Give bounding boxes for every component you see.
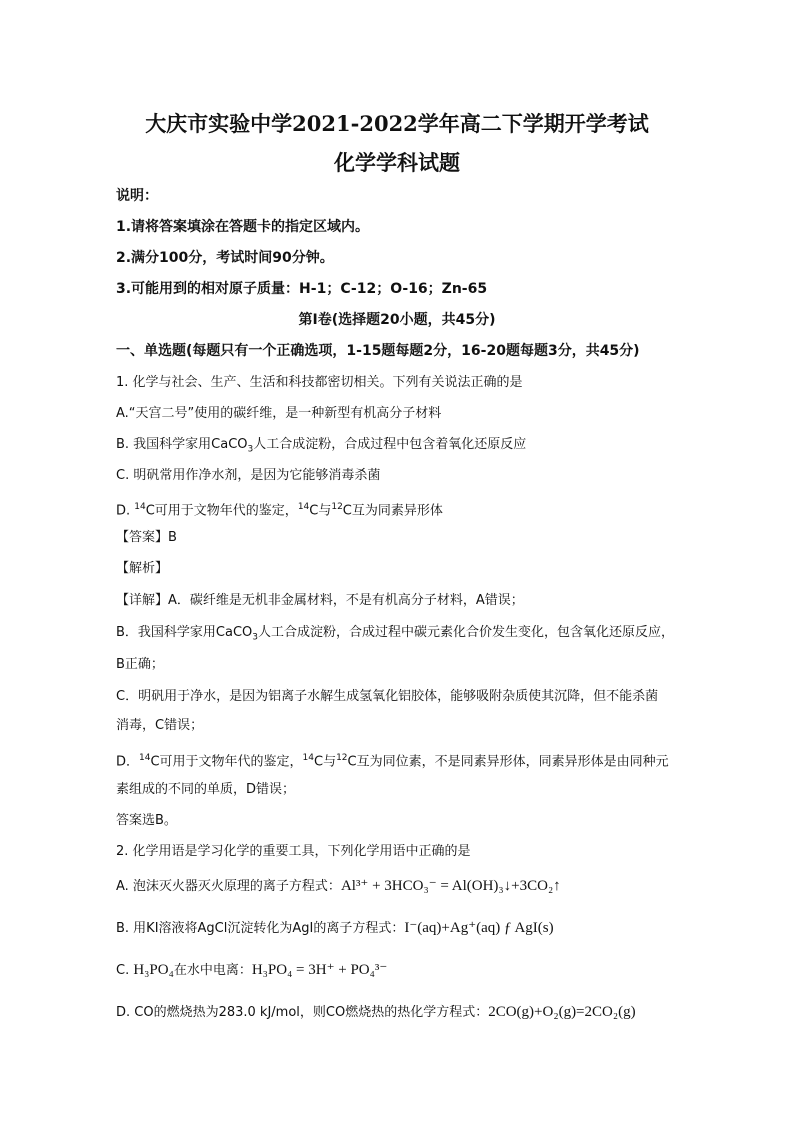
instruction-1: 1.请将答案填涂在答题卡的指定区域内。 bbox=[116, 219, 370, 235]
q2-b-equation: I⁻(aq)+Ag⁺(aq) ƒ AgI(s) bbox=[404, 920, 554, 936]
instructions-heading: 说明： bbox=[116, 188, 158, 204]
q1-conclusion: 答案选B。 bbox=[116, 813, 177, 828]
volume-title: 第Ⅰ卷(选择题20小题，共45分) bbox=[298, 312, 496, 328]
q1-option-b: B. 我国科学家用CaCO$_3$人工合成淀粉，合成过程中包含着氧化还原反应 bbox=[116, 437, 527, 455]
q1-analysis-label: 【解析】 bbox=[116, 561, 169, 576]
q1-detail-d-line2: 素组成的不同的单质，D错误； bbox=[116, 782, 296, 797]
instruction-2: 2.满分100分，考试时间90分钟。 bbox=[116, 250, 334, 266]
q2-c-equation: H₃PO₄ = 3H⁺ + PO₄³⁻ bbox=[251, 962, 388, 978]
q1-stem: 1. 化学与社会、生产、生活和科技都密切相关。下列有关说法正确的是 bbox=[116, 375, 523, 390]
q2-d-equation: 2CO(g)+O₂(g)=2CO₂(g) bbox=[488, 1004, 636, 1020]
q1-option-d: D. $^{14}$C可用于文物年代的鉴定，$^{14}$C与$^{12}$C互为同素异形体 bbox=[116, 502, 443, 519]
q1-detail-c-line2: 消毒，C错误； bbox=[116, 718, 204, 733]
q2-option-d: D. CO的燃烧热为283.0 kJ/mol，则CO燃烧热的热化学方程式：2CO(g)+O₂(g)=2CO₂(g) bbox=[116, 1004, 636, 1020]
q1-detail-d-line1: D．$^{14}$C可用于文物年代的鉴定，$^{14}$C与$^{12}$C互为同位素，不是同素异形体，同素异形体是由同种元 bbox=[116, 753, 669, 770]
q2-option-a: A. 泡沫灭火器灭火原理的离子方程式：Al³⁺ + 3HCO₃⁻ = Al(OH)₃↓+3CO₂↑ bbox=[116, 878, 561, 894]
q1-detail-c-line1: C．明矾用于净水，是因为铝离子水解生成氢氧化铝胶体，能够吸附杂质使其沉降，但不能杀菌 bbox=[116, 689, 659, 704]
q1-detail-b-line2: B正确； bbox=[116, 657, 164, 672]
q2-stem: 2. 化学用语是学习化学的重要工具，下列化学用语中正确的是 bbox=[116, 844, 471, 859]
part-title: 一、单选题(每题只有一个正确选项，1-15题每题2分，16-20题每题3分，共45分) bbox=[116, 343, 640, 359]
exam-subtitle: 化学学科试题 bbox=[334, 150, 460, 175]
q1-option-a: A.“天宫二号”使用的碳纤维，是一种新型有机高分子材料 bbox=[116, 406, 442, 421]
exam-title: 大庆市实验中学2021-2022学年高二下学期开学考试 bbox=[145, 111, 649, 136]
q1-answer: 【答案】B bbox=[116, 530, 177, 545]
q1-option-c: C. 明矾常用作净水剂，是因为它能够消毒杀菌 bbox=[116, 468, 381, 483]
instruction-3: 3.可能用到的相对原子质量：H-1；C-12；O-16；Zn-65 bbox=[116, 281, 488, 297]
q2-option-c: C. H₃PO₄在水中电离：H₃PO₄ = 3H⁺ + PO₄³⁻ bbox=[116, 962, 388, 978]
q2-a-equation: Al³⁺ + 3HCO₃⁻ = Al(OH)₃↓+3CO₂↑ bbox=[340, 878, 561, 894]
q1-detail-b-line1: B．我国科学家用CaCO$_3$人工合成淀粉，合成过程中碳元素化合价发生变化，包含氧化还原反应， bbox=[116, 625, 675, 643]
q2-option-b: B. 用KI溶液将AgCl沉淀转化为AgI的离子方程式：I⁻(aq)+Ag⁺(aq) ƒ AgI(s) bbox=[116, 920, 554, 936]
q1-detail-a: 【详解】A．碳纤维是无机非金属材料，不是有机高分子材料，A错误； bbox=[116, 593, 524, 608]
